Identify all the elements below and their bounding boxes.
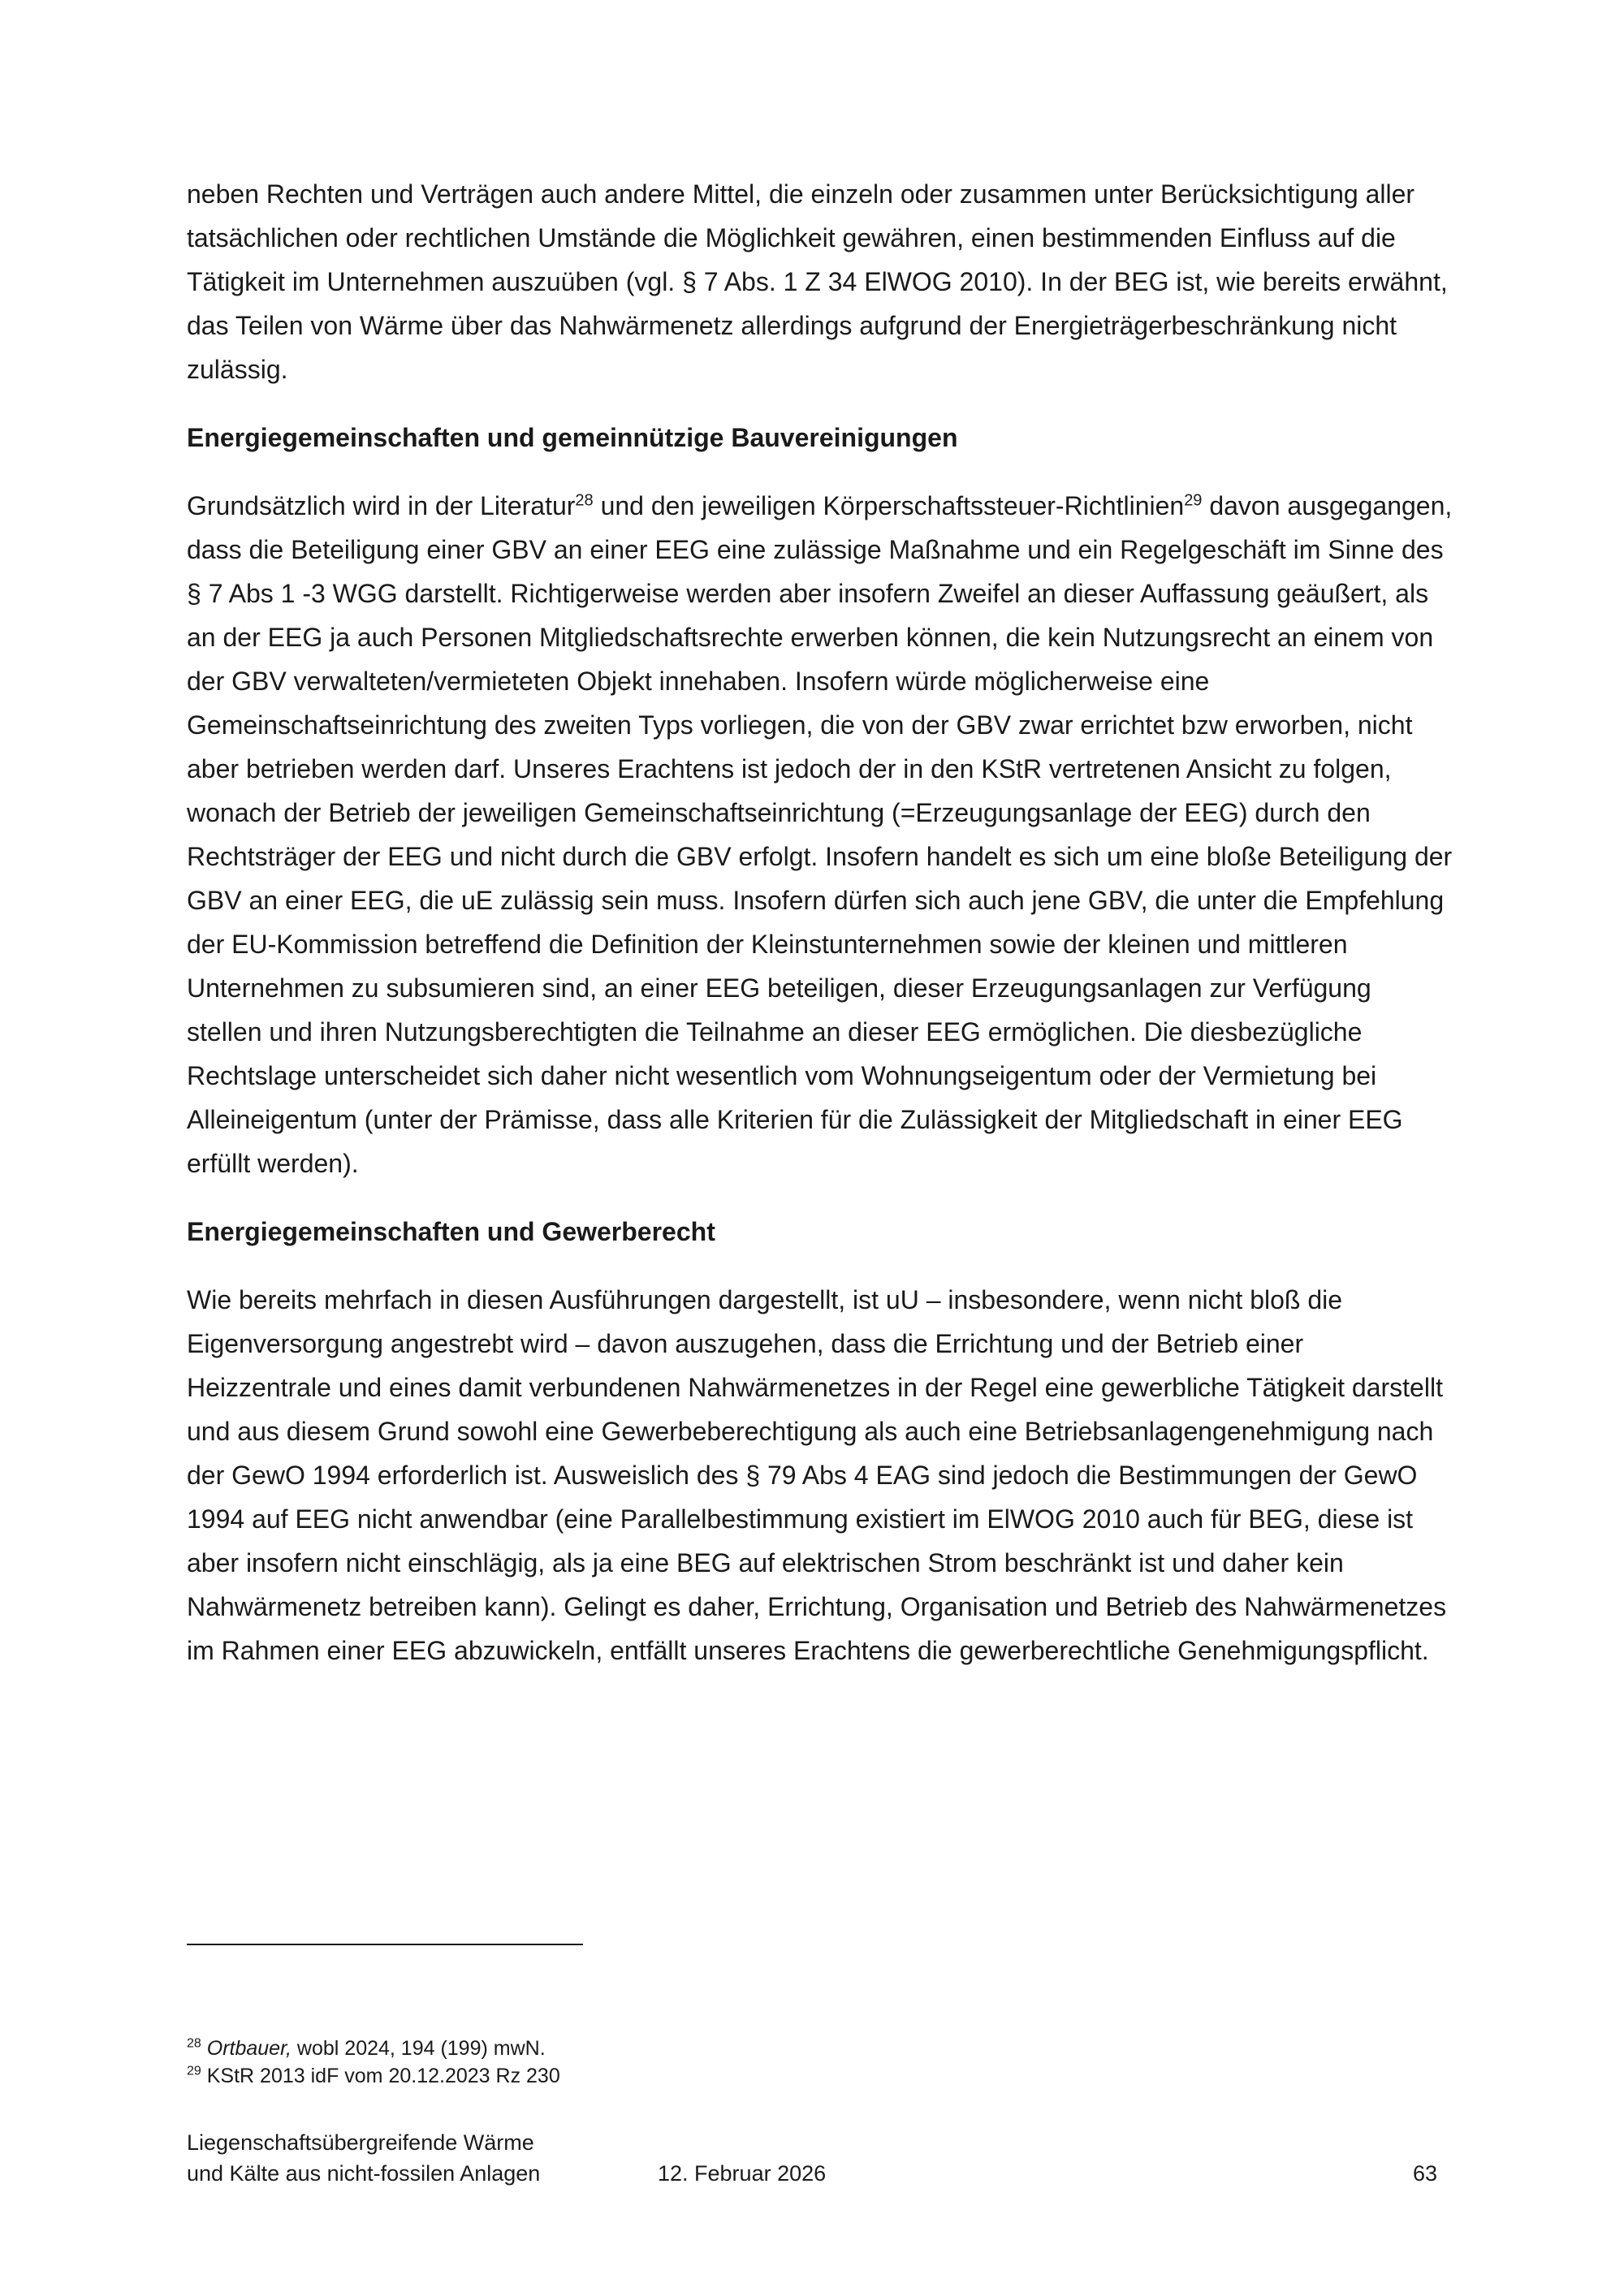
page-number: 63 [1412,2161,1437,2186]
footnote-author: Ortbauer, [206,2037,292,2060]
paragraph-gbv [187,484,1453,1185]
paragraph-gbv-part3: davon ausgegangen, dass die Beteiligung einer GBV an einer EEG eine zulässige Maßnahme und ein Regelgeschäft im Sinne des § 7 Abs 1 -3 WGG darstellt. Richtigerweise werden aber insofern Zweifel an dieser Auffassung geäußert, als an der EEG ja auch Personen Mitgliedschaftsrechte erwerben können, die kein Nutzungsrecht an einem von der GBV verwalteten/vermieteten Objekt innehaben. Insofern würde möglicherweise eine Gemeinschaftseinrichtung des zweiten Typs vorliegen, die von der GBV zwar errichtet bzw erworben, nicht aber betrieben werden darf. Unseres Erachtens ist jedoch der in den KStR vertretenen Ansicht zu folgen, wonach der Betrieb der jeweiligen Gemeinschaftseinrichtung (=Erzeugungsanlage der EEG) durch den Rechtsträger der EEG und nicht durch die GBV erfolgt. Insofern handelt es sich um eine bloße Beteiligung der GBV an einer EEG, die uE zulässig sein muss. Insofern dürfen sich auch jene GBV, die unter die Empfehlung der EU-Kommission betreffend die Definition der Kleinstunternehmen sowie der kleinen und mittleren Unternehmen zu subsumieren sind, an einer EEG beteiligen, dieser Erzeugungsanlagen zur Verfügung stellen und ihren Nutzungsberechtigten die Teilnahme an dieser EEG ermöglichen. Die diesbezügliche Rechtslage unterscheidet sich daher nicht wesentlich vom Wohnungseigentum oder der Vermietung bei Alleineigentum (unter der Prämisse, dass alle Kriterien für die Zulässigkeit der Mitgliedschaft in einer EEG erfüllt werden). [187,491,1453,1178]
footnote-text: KStR 2013 idF vom 20.12.2023 Rz 230 [206,2065,560,2087]
section-heading-gewerberecht: Energiegemeinschaften und Gewerberecht [187,1217,715,1246]
paragraph-gbv-part2: und den jeweiligen Körperschaftssteuer-Richtlinien [593,491,1185,520]
footer-document-title [187,2127,641,2189]
footnote-number: 29 [187,2064,201,2078]
main-content [187,172,1453,1697]
footnote-text: wobl 2024, 194 (199) mwN. [291,2037,546,2060]
section-heading-gbv: Energiegemeinschaften und gemeinnützige Bauvereinigungen [187,423,958,452]
footnote-ref-28[interactable]: 28 [575,491,594,510]
paragraph-gewerberecht: Wie bereits mehrfach in diesen Ausführungen dargestellt, ist uU – insbesondere, wenn nicht bloß die Eigenversorgung angestrebt wird – davon auszugehen, dass die Errichtung und der Betrieb einer Heizzentrale und eines damit verbundenen Nahwärmenetzes in der Regel eine gewerbliche Tätigkeit darstellt und aus diesem Grund sowohl eine Gewerbeberechtigung als auch eine Betriebsanlagengenehmigung nach der GewO 1994 erforderlich ist. Ausweislich des § 79 Abs 4 EAG sind jedoch die Bestimmungen der GewO 1994 auf EEG nicht anwendbar (eine Parallelbestimmung existiert im ElWOG 2010 auch für BEG, diese ist aber insofern nicht einschlägig, als ja eine BEG auf elektrischen Strom beschränkt ist und daher kein Nahwärmenetz betreiben kann). Gelingt es daher, Errichtung, Organisation und Betrieb des Nahwärmenetzes im Rahmen einer EEG abzuwickeln, entfällt unseres Erachtens die gewerberechtliche Genehmigungspflicht. [187,1285,1447,1665]
footnote-separator [187,1944,583,1945]
footer-title-line-2: und Kälte aus nicht-fossilen Anlagen [187,2161,541,2186]
footnote-ref-29[interactable]: 29 [1184,491,1203,510]
footnote-28 [187,2035,560,2062]
footer-date: 12. Februar 2026 [658,2161,827,2186]
footer-title-line-1: Liegenschaftsübergreifende Wärme [187,2130,534,2155]
paragraph-intro: neben Rechten und Verträgen auch andere Mittel, die einzeln oder zusammen unter Berücksichtigung aller tatsächlichen oder rechtlichen Umstände die Möglichkeit gewähren, einen bestimmenden Einfluss auf die Tätigkeit im Unternehmen auszuüben (vgl. § 7 Abs. 1 Z 34 ElWOG 2010). In der BEG ist, wie bereits erwähnt, das Teilen von Wärme über das Nahwärmenetz allerdings aufgrund der Energieträgerbeschränkung nicht zulässig. [187,179,1448,384]
paragraph-gbv-part1: Grundsätzlich wird in der Literatur [187,491,576,520]
footnote-number: 28 [187,2036,201,2051]
footnote-29 [187,2062,560,2090]
page-footer [187,2127,1437,2200]
footnotes [187,2035,560,2090]
